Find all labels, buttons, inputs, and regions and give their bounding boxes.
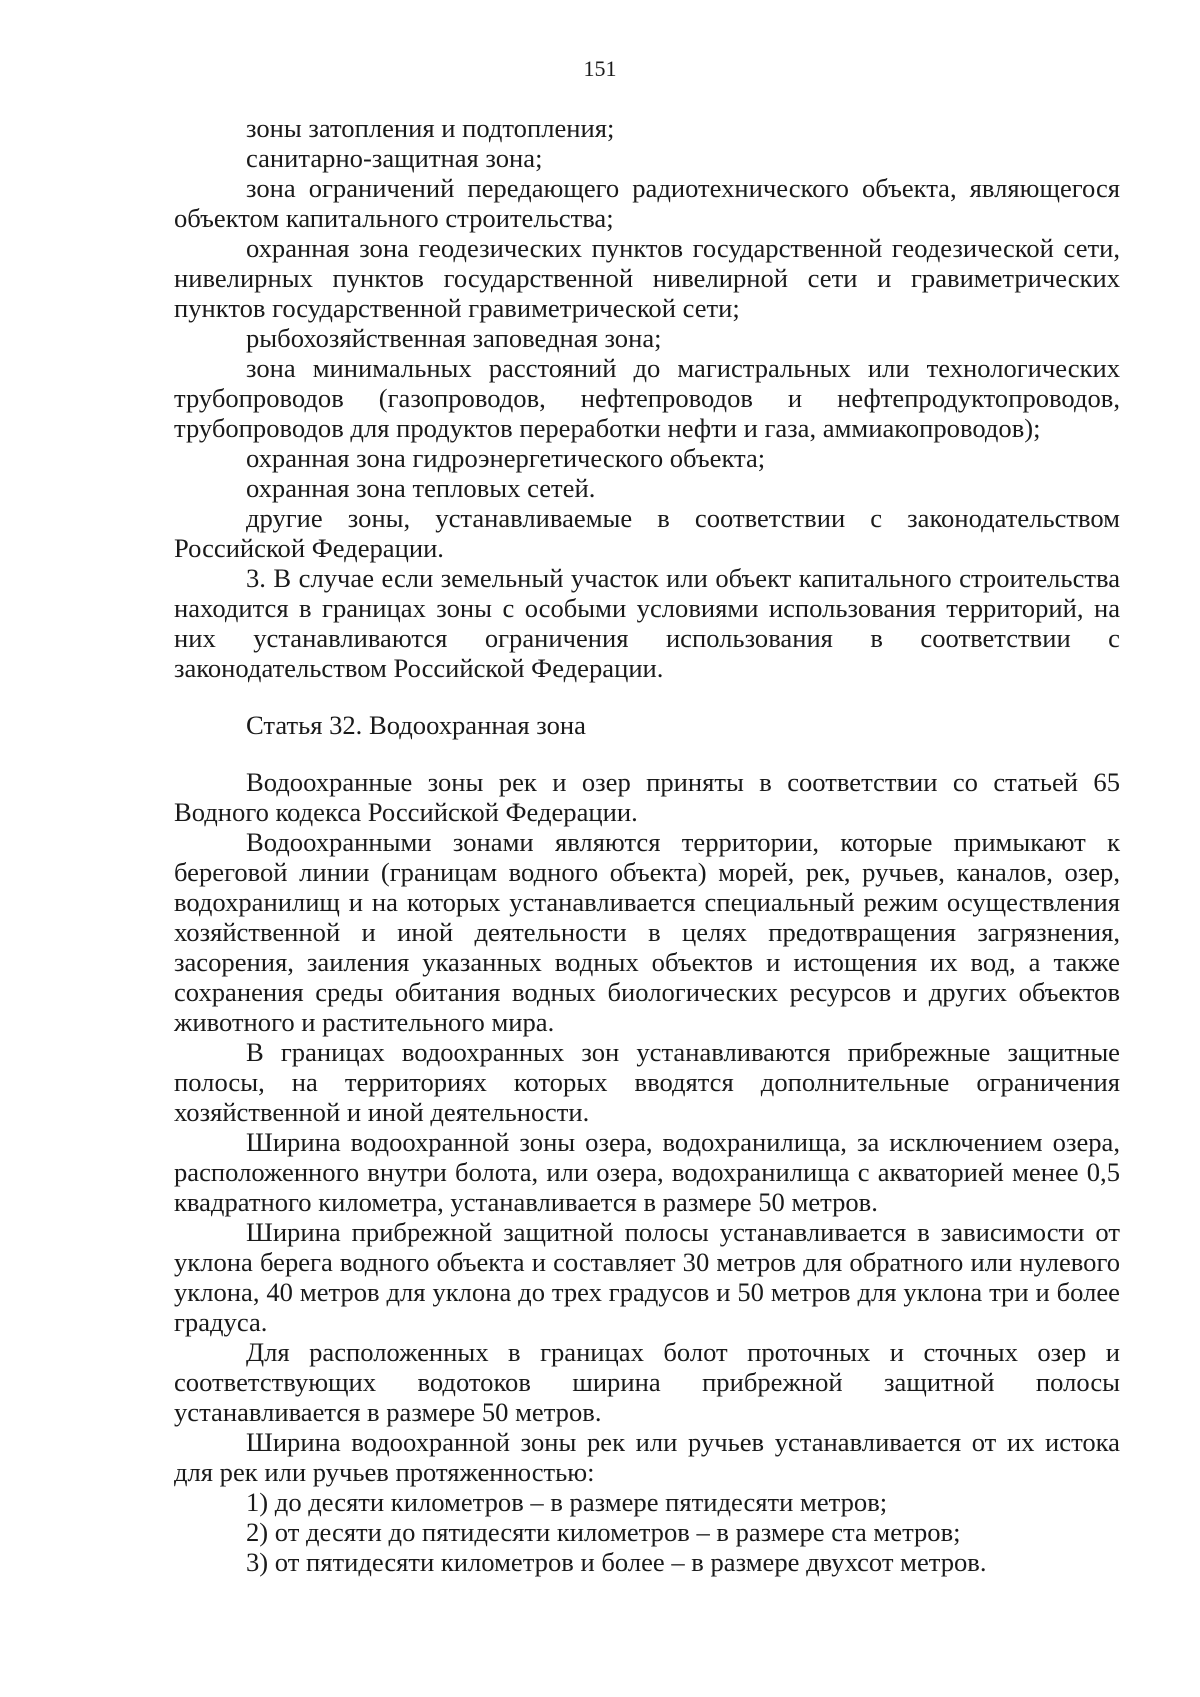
article-paragraph: Водоохранные зоны рек и озер приняты в соответствии со статьей 65 Водного кодекса Российской Федерации. <box>174 767 1120 827</box>
article-heading: Статья 32. Водоохранная зона <box>246 710 586 740</box>
list-item: 3) от пятидесяти километров и более – в размере двухсот метров. <box>246 1547 987 1577</box>
list-item: 2) от десяти до пятидесяти километров – в размере ста метров; <box>246 1517 961 1547</box>
article-paragraph: В границах водоохранных зон устанавливаются прибрежные защитные полосы, на территориях которых вводятся дополнительные ограничения хозяйственной и иной деятельности. <box>174 1037 1120 1127</box>
paragraph: санитарно-защитная зона; <box>246 143 543 173</box>
paragraph: 3. В случае если земельный участок или объект капитального строительства находится в границах зоны с особыми условиями использования территорий, на них устанавливаются ограничения использования в соответствии с законодательством Российской Федерации. <box>174 563 1120 683</box>
article-paragraph: Ширина прибрежной защитной полосы устанавливается в зависимости от уклона берега водного объекта и составляет 30 метров для обратного или нулевого уклона, 40 метров для уклона до трех градусов и 50 метров для уклона три и более градуса. <box>174 1217 1120 1337</box>
article-paragraph: Ширина водоохранной зоны озера, водохранилища, за исключением озера, расположенного внутри болота, или озера, водохранилища с акваторией менее 0,5 квадратного километра, устанавливается в размере 50 метров. <box>174 1127 1120 1217</box>
document-body <box>174 113 1120 1577</box>
list-item: 1) до десяти километров – в размере пятидесяти метров; <box>246 1487 888 1517</box>
article-paragraph: Водоохранными зонами являются территории, которые примыкают к береговой линии (границам водного объекта) морей, рек, ручьев, каналов, озер, водохранилищ и на которых устанавливается специальный режим осуществления хозяйственной и иной деятельности в целях предотвращения загрязнения, засорения, заиления указанных водных объектов и истощения их вод, а также сохранения среды обитания водных биологических ресурсов и других объектов животного и растительного мира. <box>174 827 1120 1037</box>
paragraph: охранная зона геодезических пунктов государственной геодезической сети, нивелирных пунктов государственной нивелирной сети и гравиметрических пунктов государственной гравиметрической сети; <box>174 233 1120 323</box>
paragraph: зона минимальных расстояний до магистральных или технологических трубопроводов (газопроводов, нефтепроводов и нефтепродуктопроводов, трубопроводов для продуктов переработки нефти и газа, аммиакопроводов); <box>174 353 1120 443</box>
paragraph: рыбохозяйственная заповедная зона; <box>246 323 662 353</box>
paragraph: охранная зона гидроэнергетического объекта; <box>246 443 766 473</box>
paragraph: другие зоны, устанавливаемые в соответствии с законодательством Российской Федерации. <box>174 503 1120 563</box>
article-paragraph: Ширина водоохранной зоны рек или ручьев устанавливается от их истока для рек или ручьев протяженностью: <box>174 1427 1120 1487</box>
paragraph: зоны затопления и подтопления; <box>246 113 615 143</box>
article-paragraph: Для расположенных в границах болот проточных и сточных озер и соответствующих водотоков ширина прибрежной защитной полосы устанавливается в размере 50 метров. <box>174 1337 1120 1427</box>
paragraph: зона ограничений передающего радиотехнического объекта, являющегося объектом капитального строительства; <box>174 173 1120 233</box>
paragraph: охранная зона тепловых сетей. <box>246 473 596 503</box>
page-number: 151 <box>583 56 617 81</box>
